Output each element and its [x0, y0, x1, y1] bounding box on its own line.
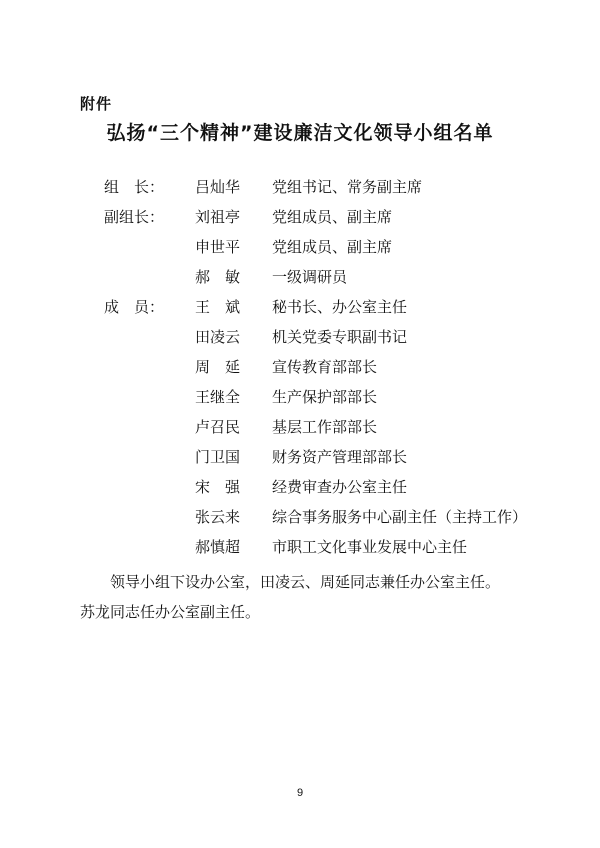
- roster-name: 郝 敏: [195, 268, 241, 286]
- roster-name: 郝慎超: [195, 538, 241, 556]
- roster-name: 王 斌: [195, 298, 241, 316]
- roster-name: 卢召民: [195, 418, 241, 436]
- roster-row: [0, 202, 600, 232]
- roster-name: 门卫国: [195, 448, 241, 466]
- roster-role: 组 长：: [104, 178, 165, 196]
- roster-name: 刘祖亭: [195, 208, 241, 226]
- roster-row: [0, 532, 600, 562]
- attachment-label: 附件: [80, 95, 113, 113]
- roster-row: [0, 382, 600, 412]
- roster-role: 成 员：: [104, 298, 165, 316]
- roster-position: 党组成员、副主席: [272, 208, 393, 226]
- roster-row: [0, 502, 600, 532]
- roster-position: 机关党委专职副书记: [272, 328, 408, 346]
- roster-row: [0, 322, 600, 352]
- roster-position: 综合事务服务中心副主任（主持工作）: [272, 508, 528, 526]
- roster-position: 党组书记、常务副主席: [272, 178, 423, 196]
- office-note: [80, 567, 540, 627]
- office-note-line: 苏龙同志任办公室副主任。: [80, 603, 261, 621]
- roster-name: 张云来: [195, 508, 241, 526]
- roster-row: [0, 442, 600, 472]
- roster-name: 王继全: [195, 388, 241, 406]
- roster-position: 秘书长、办公室主任: [272, 298, 408, 316]
- roster-row: [0, 412, 600, 442]
- roster-row: [0, 472, 600, 502]
- roster-name: 吕灿华: [195, 178, 241, 196]
- roster-name: 宋 强: [195, 478, 241, 496]
- roster-name: 申世平: [195, 238, 241, 256]
- roster-role: 副组长：: [104, 208, 165, 226]
- roster-list: [0, 172, 600, 562]
- roster-name: 田凌云: [195, 328, 241, 346]
- roster-position: 基层工作部部长: [272, 418, 378, 436]
- roster-row: [0, 352, 600, 382]
- roster-position: 党组成员、副主席: [272, 238, 393, 256]
- roster-row: [0, 232, 600, 262]
- roster-position: 生产保护部部长: [272, 388, 378, 406]
- roster-name: 周 延: [195, 358, 241, 376]
- office-note-line: 领导小组下设办公室，田凌云、周延同志兼任办公室主任。: [110, 573, 501, 591]
- document-title: 弘扬“三个精神”建设廉洁文化领导小组名单: [106, 122, 494, 144]
- roster-row: [0, 262, 600, 292]
- roster-row: [0, 292, 600, 322]
- page-number: 9: [296, 787, 304, 799]
- roster-position: 经费审查办公室主任: [272, 478, 408, 496]
- roster-row: [0, 172, 600, 202]
- roster-position: 财务资产管理部部长: [272, 448, 408, 466]
- roster-position: 一级调研员: [272, 268, 348, 286]
- roster-position: 市职工文化事业发展中心主任: [272, 538, 468, 556]
- roster-position: 宣传教育部部长: [272, 358, 378, 376]
